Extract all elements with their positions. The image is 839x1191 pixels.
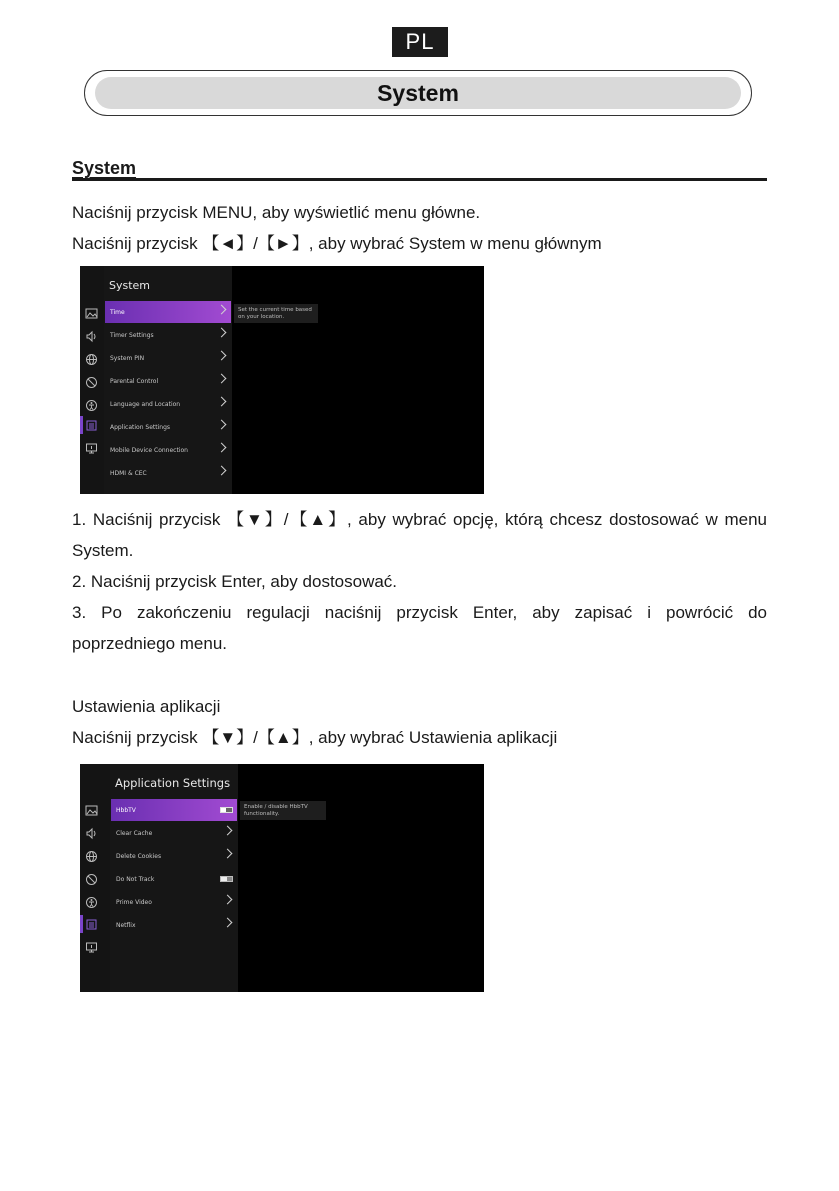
time-description: Set the current time based on your location. bbox=[234, 304, 318, 323]
menu-item-clear-cache[interactable]: Clear Cache bbox=[111, 822, 237, 844]
menu-item-application-settings[interactable]: Application Settings bbox=[105, 416, 231, 438]
application-settings-panel bbox=[110, 764, 238, 992]
hbbtv-toggle[interactable] bbox=[220, 807, 233, 813]
intro-line-2: Naciśnij przycisk 【◄】/【►】, aby wybrać System w menu głównym bbox=[72, 234, 602, 253]
chapter-banner bbox=[84, 70, 752, 116]
chevron-right-icon bbox=[223, 826, 233, 836]
system-list-icon bbox=[85, 918, 98, 931]
menu-item-hdmi-cec[interactable]: HDMI & CEC bbox=[105, 462, 231, 484]
intro-line-1: Naciśnij przycisk MENU, aby wyświetlić menu główne. bbox=[72, 203, 481, 222]
menu-item-language-location[interactable]: Language and Location bbox=[105, 393, 231, 415]
menu-item-parental-control[interactable]: Parental Control bbox=[105, 370, 231, 392]
picture-icon bbox=[85, 307, 98, 320]
chevron-right-icon bbox=[217, 374, 227, 384]
accessibility-icon bbox=[85, 896, 98, 909]
chevron-right-icon bbox=[217, 305, 227, 315]
menu-item-mobile-device[interactable]: Mobile Device Connection bbox=[105, 439, 231, 461]
system-list-icon bbox=[85, 419, 98, 432]
rail-selection-marker bbox=[80, 416, 83, 434]
menu-item-timer-settings[interactable]: Timer Settings bbox=[105, 324, 231, 346]
section-heading: System bbox=[72, 158, 137, 178]
step-2: 2. Naciśnij przycisk Enter, aby dostosować. bbox=[72, 572, 398, 591]
system-menu-title: System bbox=[109, 279, 151, 292]
globe-icon bbox=[85, 353, 98, 366]
step-3-line-2: poprzedniego menu. bbox=[72, 634, 228, 653]
support-icon bbox=[85, 941, 98, 954]
chevron-right-icon bbox=[217, 420, 227, 430]
menu-item-hbbtv[interactable]: HbbTV bbox=[111, 799, 237, 821]
menu-item-do-not-track[interactable]: Do Not Track bbox=[111, 868, 237, 890]
do-not-track-toggle[interactable] bbox=[220, 876, 233, 882]
step-1-line-1: 1. Naciśnij przycisk 【▼】/【▲】, aby wybrać opcję, którą chcesz dostosować w menu bbox=[72, 510, 767, 529]
support-icon bbox=[85, 442, 98, 455]
application-settings-title: Application Settings bbox=[115, 776, 231, 790]
chevron-right-icon bbox=[223, 895, 233, 905]
menu-item-delete-cookies[interactable]: Delete Cookies bbox=[111, 845, 237, 867]
menu-item-netflix[interactable]: Netflix bbox=[111, 914, 237, 936]
system-menu-panel bbox=[104, 266, 232, 494]
menu-item-prime-video[interactable]: Prime Video bbox=[111, 891, 237, 913]
chevron-right-icon bbox=[217, 397, 227, 407]
chevron-right-icon bbox=[217, 466, 227, 476]
restriction-icon bbox=[85, 376, 98, 389]
banner-title: System bbox=[95, 77, 741, 109]
chevron-right-icon bbox=[223, 918, 233, 928]
chevron-right-icon bbox=[223, 849, 233, 859]
menu-item-time[interactable]: Time bbox=[105, 301, 231, 323]
app-settings-heading: Ustawienia aplikacji bbox=[72, 697, 221, 716]
step-3-line-1: 3. Po zakończeniu regulacji naciśnij przycisk Enter, aby zapisać i powrócić do bbox=[72, 603, 767, 622]
globe-icon bbox=[85, 850, 98, 863]
hbbtv-description: Enable / disable HbbTV functionality. bbox=[240, 801, 326, 820]
chevron-right-icon bbox=[217, 328, 227, 338]
step-1-line-2: System. bbox=[72, 541, 134, 560]
sound-icon bbox=[85, 827, 98, 840]
app-settings-instruction: Naciśnij przycisk 【▼】/【▲】, aby wybrać Ustawienia aplikacji bbox=[72, 728, 558, 747]
sound-icon bbox=[85, 330, 98, 343]
chevron-right-icon bbox=[217, 351, 227, 361]
application-settings-screenshot bbox=[80, 764, 484, 992]
language-badge: PL bbox=[392, 27, 448, 57]
picture-icon bbox=[85, 804, 98, 817]
menu-item-system-pin[interactable]: System PIN bbox=[105, 347, 231, 369]
rail-selection-marker bbox=[80, 915, 83, 933]
accessibility-icon bbox=[85, 399, 98, 412]
icon-rail bbox=[80, 764, 110, 992]
system-menu-screenshot bbox=[80, 266, 484, 494]
icon-rail bbox=[80, 266, 104, 494]
chevron-right-icon bbox=[217, 443, 227, 453]
section-divider bbox=[72, 178, 767, 181]
restriction-icon bbox=[85, 873, 98, 886]
